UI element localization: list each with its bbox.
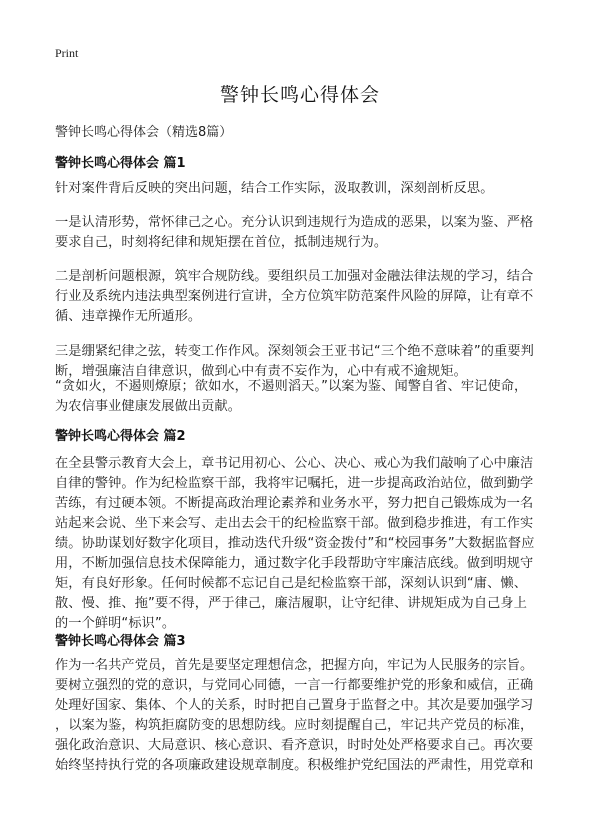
text-line: 一是认清形势，常怀律己之心。充分认识到违规行为造成的恶果，以案为鉴、严格 <box>55 215 534 230</box>
text-line: “贪如火，不遏则燎原；欲如水，不遏则滔天。”以案为鉴、闻警自省、牢记使命， <box>55 379 528 394</box>
text-line: 行业及系统内违法典型案例进行宣讲，全方位筑牢防范案件风险的屏障，让有章不 <box>55 289 534 304</box>
text-line: 自律的警钟。作为纪检监察干部，我将牢记嘱托，进一步提高政治站位，做到勤学 <box>55 476 534 491</box>
text-line: 断，增强廉洁自律意识，做到心中有责不妄作为，心中有戒不逾规矩。 <box>55 364 467 379</box>
paragraph <box>55 454 555 634</box>
paragraph <box>55 267 555 327</box>
text-line: 站起来会说、坐下来会写、走出去会干的纪检监察干部。做到稳步推进，有工作实 <box>55 516 534 531</box>
text-line: 循、违章操作无所遁形。 <box>55 309 202 324</box>
text-line: 绩。协助谋划好数字化项目，推动迭代升级“资金拨付”和“校园事务”大数据监督应 <box>55 536 535 551</box>
paragraph <box>55 179 555 199</box>
section-heading-2: 警钟长鸣心得体会 篇2 <box>55 429 186 444</box>
text-line: 在全县警示教育大会上，章书记用初心、公心、决心、戒心为我们敲响了心中廉洁 <box>55 456 534 471</box>
section-heading-3: 警钟长鸣心得体会 篇3 <box>55 634 186 649</box>
text-line: 三是绷紧纪律之弦，转变工作作风。深刻领会王亚书记“三个绝不意味着”的重要判 <box>55 344 534 359</box>
text-line: 要树立强烈的党的意识，与党同心同德，一言一行都要维护党的形象和威信，正确 <box>55 678 534 693</box>
page-title: 警钟长鸣心得体会 <box>219 84 380 106</box>
text-line: 二是剖析问题根源，筑牢合规防线。要组织员工加强对金融法律法规的学习，结合 <box>55 269 534 284</box>
text-line: 为农信事业健康发展做出贡献。 <box>55 399 242 414</box>
text-line: 的一个鲜明“标识”。 <box>55 616 176 631</box>
document-subtitle: 警钟长鸣心得体会（精选8篇） <box>55 125 233 140</box>
text-line: ，以案为鉴，构筑拒腐防变的思想防线。应时刻提醒自己，牢记共产党员的标准， <box>55 718 534 733</box>
text-line: 苦练，有过硬本领。不断提高政治理论素养和业务水平，努力把自己锻炼成为一名 <box>55 496 534 511</box>
text-line: 矩，有良好形象。任何时候都不忘记自己是纪检监察干部，深刻认识到“庸、懒、 <box>55 576 527 591</box>
paragraph <box>55 342 555 382</box>
paragraph <box>55 656 555 776</box>
text-line: 散、慢、推、拖”要不得，严于律己，廉洁履职，让守纪律、讲规矩成为自己身上 <box>55 596 527 611</box>
paragraph <box>55 377 555 417</box>
print-link[interactable]: Print <box>55 46 79 60</box>
text-line: 要求自己，时刻将纪律和规矩摆在首位，抵制违规行为。 <box>55 235 388 250</box>
text-line: 处理好国家、集体、个人的关系，时时把自己置身于监督之中。其次是要加强学习 <box>55 698 534 713</box>
text-line: 作为一名共产党员，首先是要坚定理想信念，把握方向，牢记为人民服务的宗旨。 <box>55 658 534 673</box>
text-line: 始终坚持执行党的各项廉政建设规章制度。积极维护党纪国法的严肃性，用党章和 <box>55 758 534 773</box>
section-heading-1: 警钟长鸣心得体会 篇1 <box>55 156 186 171</box>
text-line: 用，不断加强信息技术保障能力，通过数字化手段帮助守牢廉洁底线。做到明规守 <box>55 556 534 571</box>
text-line: 针对案件背后反映的突出问题，结合工作实际，汲取教训，深刻剖析反思。 <box>55 181 494 196</box>
text-line: 强化政治意识、大局意识、核心意识、看齐意识，时时处处严格要求自己。再次要 <box>55 738 534 753</box>
paragraph <box>55 213 555 253</box>
